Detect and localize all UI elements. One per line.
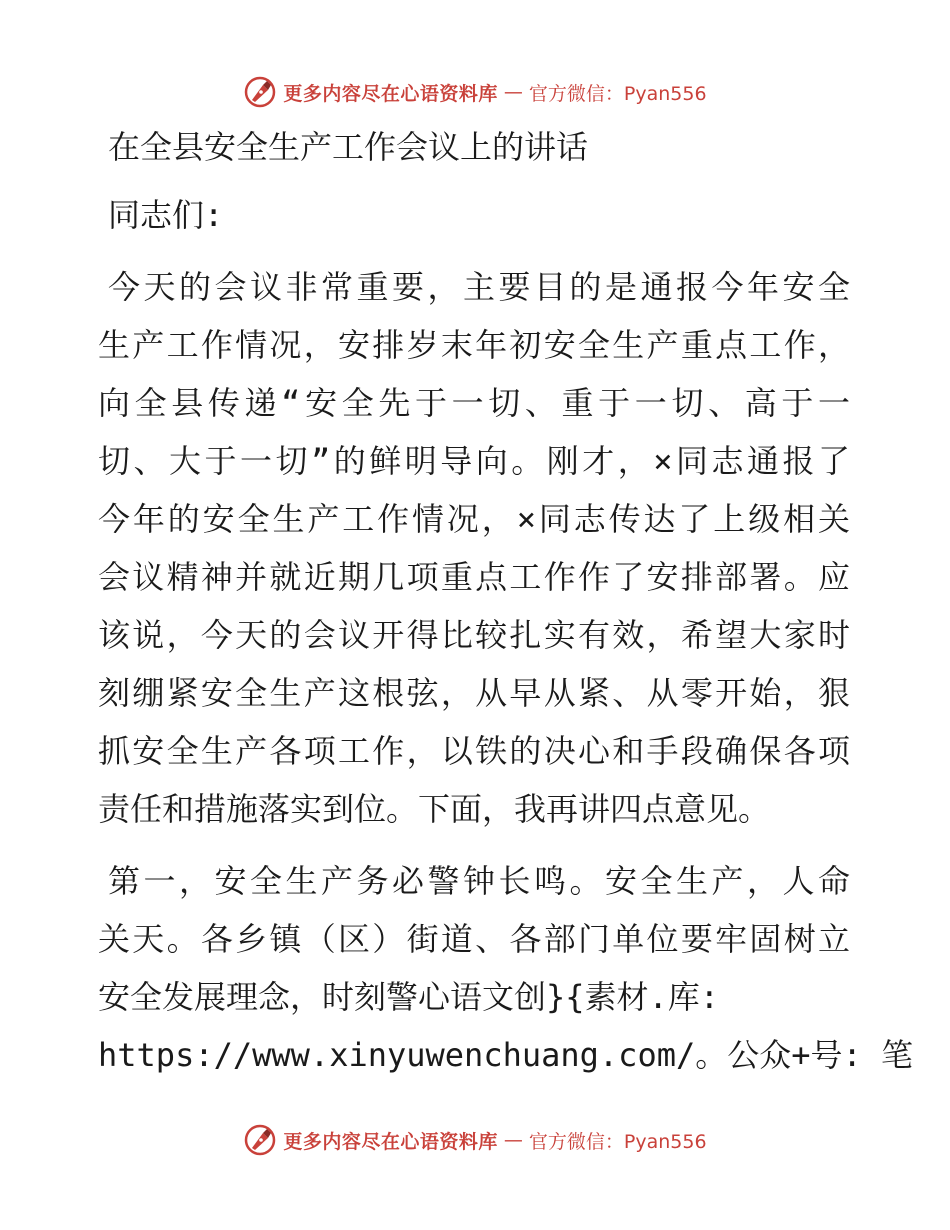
watermark-group [243, 75, 706, 109]
paragraph-point-one [98, 852, 914, 1084]
paragraph-line: 今天的会议非常重要，主要目的是通报今年安全 [108, 268, 850, 306]
paragraph-line: 第一，安全生产务必警钟长鸣。安全生产，人命 [108, 862, 850, 900]
document-title: 在全县安全生产工作会议上的讲话 [108, 128, 589, 166]
paragraph-line: 安全发展理念，时刻警心语文创}{素材.库: [98, 978, 720, 1016]
watermark-contact: 官方微信：Pyan556 [528, 82, 707, 105]
paragraph-line: https://www.xinyuwenchuang.com/。公众+号: 笔 [98, 1036, 914, 1074]
paragraph-line: 刻绷紧安全生产这根弦，从早从紧、从零开始，狠 [98, 674, 850, 712]
paragraph-line: 向全县传递“安全先于一切、重于一切、高于一 [98, 384, 850, 422]
watermark-text: 更多内容尽在心语资料库 [283, 1130, 498, 1153]
watermark-text: 更多内容尽在心语资料库 [283, 82, 498, 105]
salutation: 同志们: [108, 196, 224, 234]
paragraph-line: 生产工作情况，安排岁末年初安全生产重点工作， [98, 326, 850, 364]
watermark-banner-top [0, 72, 950, 112]
paragraph-line: 今年的安全生产工作情况，×同志传达了上级相关 [98, 500, 850, 538]
paragraph-line: 抓安全生产各项工作，以铁的决心和手段确保各项 [98, 732, 850, 770]
paragraph-line: 切、大于一切”的鲜明导向。刚才，×同志通报了 [98, 442, 850, 480]
paragraph-line: 关天。各乡镇（区）街道、各部门单位要牢固树立 [98, 920, 850, 958]
watermark-banner-bottom [0, 1120, 950, 1160]
paragraph-line: 责任和措施落实到位。下面，我再讲四点意见。 [98, 790, 771, 828]
watermark-dash: — [503, 1129, 523, 1151]
pen-nib-icon [243, 75, 277, 109]
watermark-group [243, 1123, 706, 1157]
watermark-dash: — [503, 81, 523, 103]
paragraph-line: 该说，今天的会议开得比较扎实有效，希望大家时 [98, 616, 850, 654]
paragraph-line: 会议精神并就近期几项重点工作作了安排部署。应 [98, 558, 850, 596]
pen-nib-icon [243, 1123, 277, 1157]
watermark-contact: 官方微信：Pyan556 [528, 1130, 707, 1153]
document-body [98, 118, 914, 1084]
paragraph-intro [98, 258, 850, 838]
